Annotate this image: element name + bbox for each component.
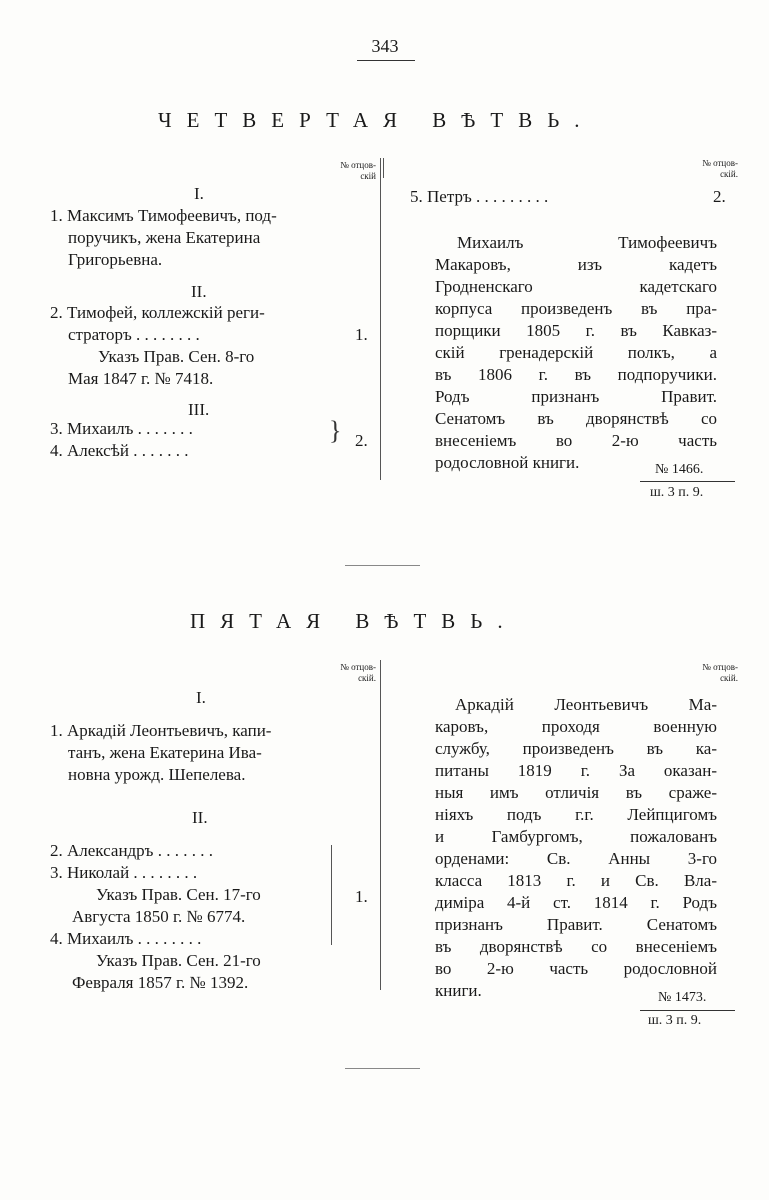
column-separator-right-2 bbox=[380, 660, 381, 990]
brace-entries-3-4: } bbox=[329, 416, 342, 445]
entry-2-2: 2. Александръ . . . . . . . bbox=[50, 841, 213, 860]
shelf-mark-1: ш. 3 п. 9. bbox=[650, 485, 704, 500]
entries-3-4-parent-number: 2. bbox=[355, 431, 368, 450]
entry-2: 2. Тимофей, коллежскій реги- страторъ . . . . . . . . bbox=[50, 303, 265, 344]
entry-5-parent-number: 2. bbox=[713, 187, 726, 206]
decree-note-3: Указъ Прав. Сен. 21-го Февраля 1857 г. № 1392. bbox=[72, 951, 261, 992]
entry-4: 4. Алексѣй . . . . . . . bbox=[50, 441, 189, 460]
entry-2-1: 1. Аркадій Леонтьевичъ, капи- танъ, жена Екатерина Ива- новна урожд. Шепелева. bbox=[50, 721, 272, 784]
generation-heading-1: I. bbox=[194, 184, 204, 203]
shelf-mark-2: ш. 3 п. 9. bbox=[648, 1013, 702, 1028]
generation-heading-2-2: II. bbox=[192, 808, 208, 827]
bottom-divider bbox=[345, 1068, 420, 1069]
column-header-right: № отцов- скій. bbox=[702, 158, 738, 179]
entry-3: 3. Михаилъ . . . . . . . bbox=[50, 419, 193, 438]
record-rule-1 bbox=[640, 481, 735, 482]
section-divider bbox=[345, 565, 420, 566]
record-number-2: № 1473. bbox=[658, 990, 707, 1005]
generation-heading-2: II. bbox=[191, 282, 207, 301]
page-number: 343 bbox=[371, 36, 399, 56]
entry-2-parent-number: 1. bbox=[355, 325, 368, 344]
record-number-1: № 1466. bbox=[655, 462, 704, 477]
column-header-right-2: № отцов- скій. bbox=[702, 662, 738, 683]
column-header-left: № отцов- скій bbox=[340, 160, 376, 181]
section-title-fifth-branch: ПЯТАЯ ВѢТВЬ. bbox=[190, 609, 518, 633]
section-title-fourth-branch: ЧЕТВЕРТАЯ ВѢТВЬ. bbox=[158, 108, 595, 132]
entry-5: 5. Петръ . . . . . . . . . bbox=[410, 187, 549, 206]
biographical-note-1: Михаилъ Тимофеевичъ Макаровъ, изъ кадетъ Гродненскаго кадетскаго корпуса произведенъ въ пра- порщики 1805 г. въ Кавказ- скій гренадерскій полкъ, а въ 1806 г. въ подпоручики. Родъ признанъ Правит. Сенатомъ въ дворянствѣ со внесеніемъ во 2-ю часть родословной книги. bbox=[435, 233, 717, 472]
column-separator-right bbox=[380, 158, 381, 480]
decree-note-1: Указъ Прав. Сен. 8-го Мая 1847 г. № 7418. bbox=[68, 347, 255, 388]
column-header-left-2: № отцов- скій. bbox=[340, 662, 376, 683]
page-number-rule bbox=[357, 60, 415, 61]
brace-entries-2-4 bbox=[331, 845, 332, 945]
entry-1: 1. Максимъ Тимофеевичъ, под- поручикъ, жена Екатерина Григорьевна. bbox=[50, 206, 277, 269]
decree-note-2: Указъ Прав. Сен. 17-го Августа 1850 г. № 6774. bbox=[72, 885, 261, 926]
generation-heading-3: III. bbox=[188, 400, 210, 419]
group-parent-number: 1. bbox=[355, 887, 368, 906]
entry-2-4: 4. Михаилъ . . . . . . . . bbox=[50, 929, 202, 948]
record-rule-2 bbox=[640, 1010, 735, 1011]
biographical-note-2: Аркадій Леонтьевичъ Ма- каровъ, проходя военную службу, произведенъ въ ка- питаны 1819 г. За оказан- ныя имъ отличія въ сраже- ніяхъ подъ г.г. Лейпцигомъ и Гамбургомъ, пожалованъ орденами: Св. Анны 3-го класса 1813 г. и Св. Вла- диміра 4-й ст. 1814 г. Родъ признанъ Правит. Сенатомъ въ дворянствѣ со внесеніемъ во 2-ю часть родословной книги. bbox=[435, 695, 717, 1000]
generation-heading-2-1: I. bbox=[196, 688, 206, 707]
column-separator-header bbox=[383, 158, 384, 178]
entry-2-3: 3. Николай . . . . . . . . bbox=[50, 863, 198, 882]
